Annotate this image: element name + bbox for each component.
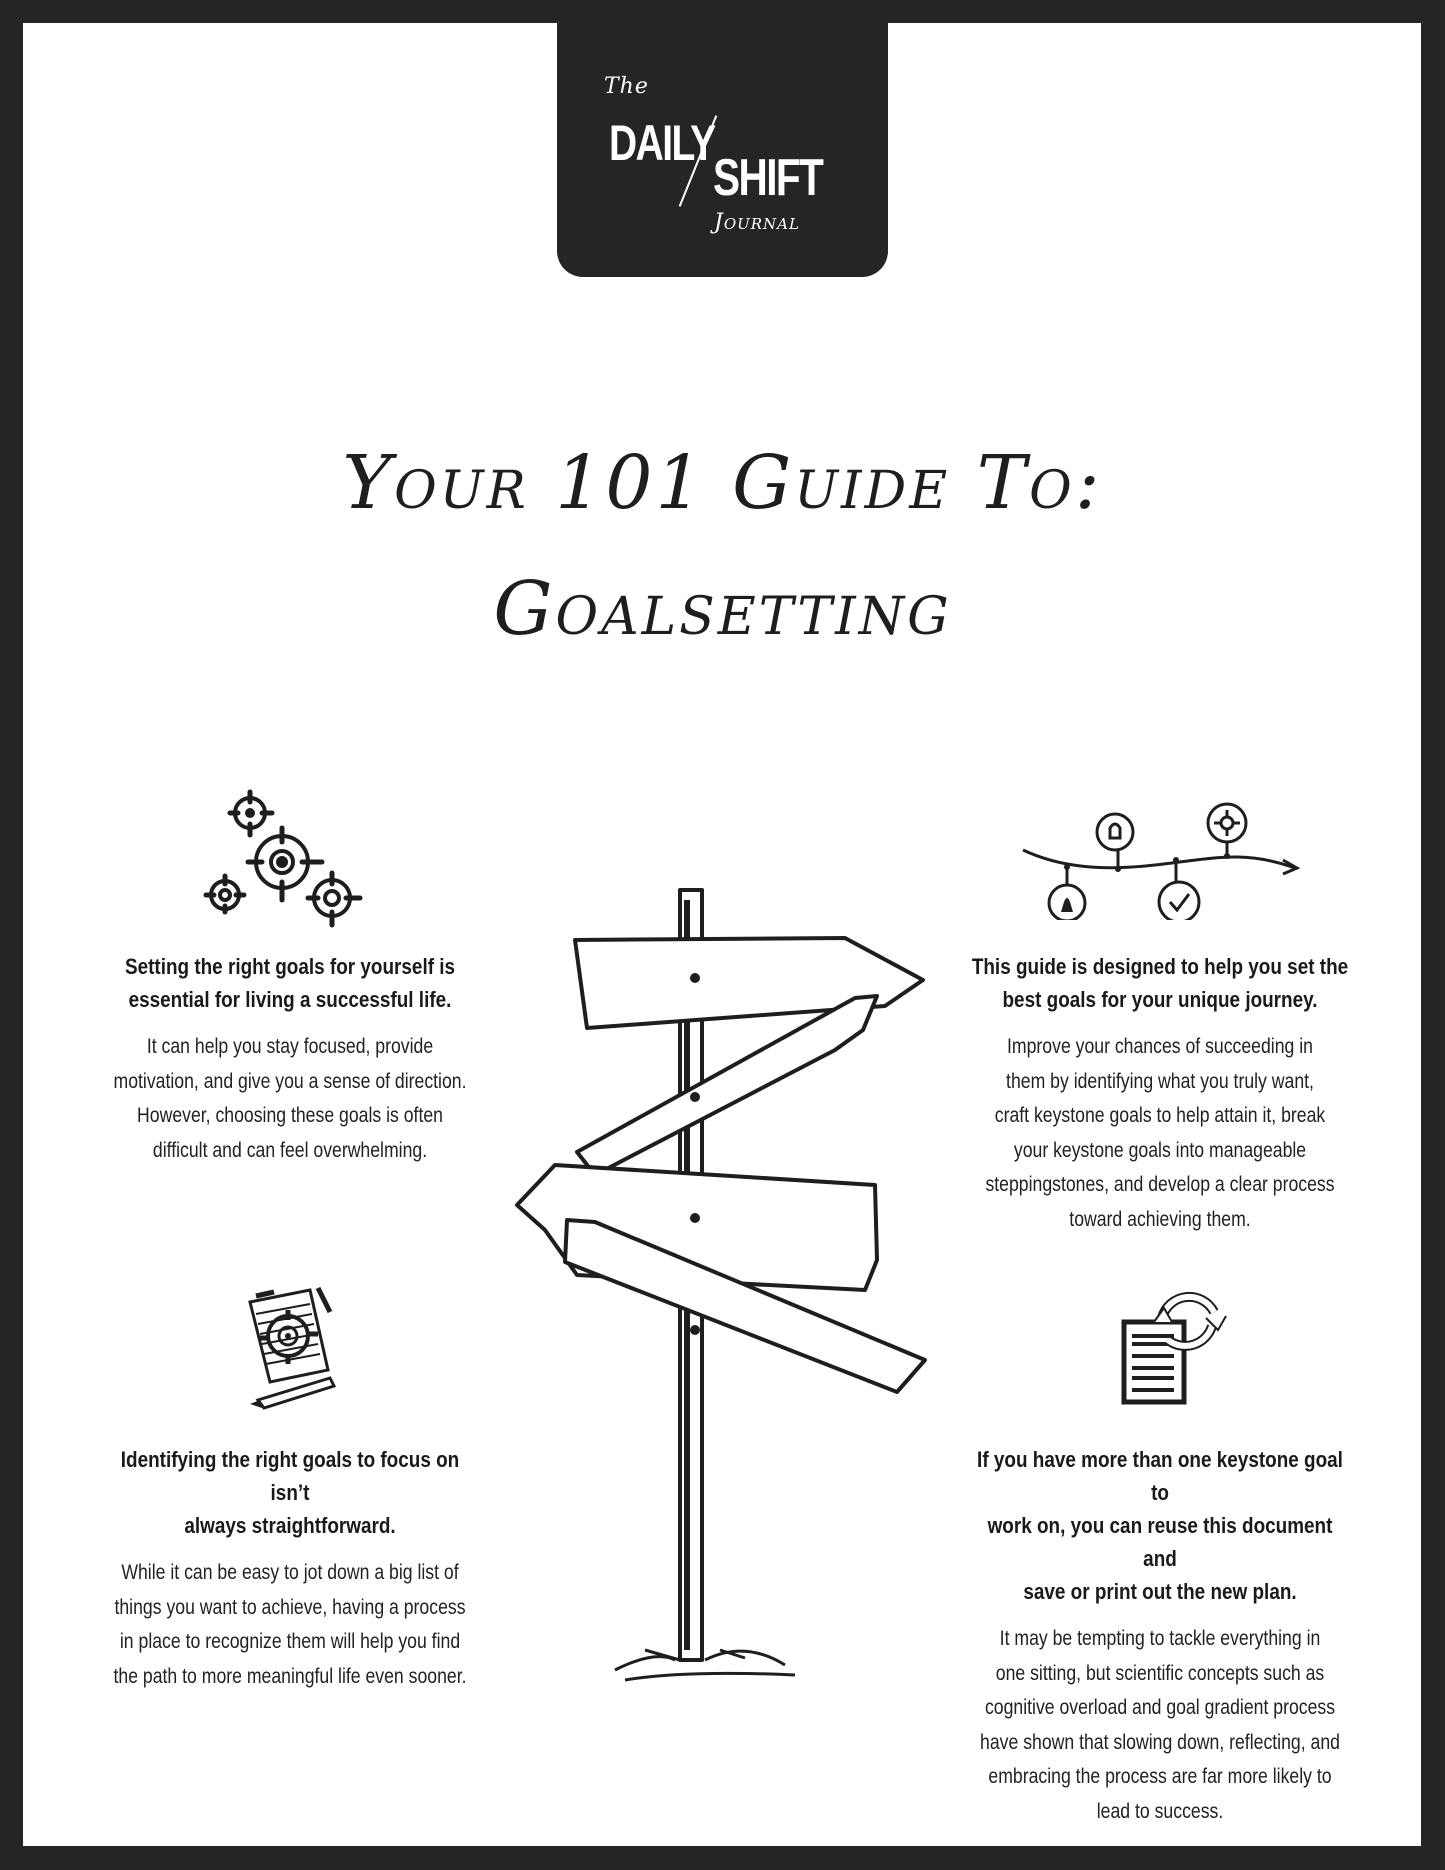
timeline-milestones-icon	[1015, 790, 1305, 920]
section-body: Improve your chances of succeeding in them by identifying what you truly want, craft keystone goals to help attain it, break your keystone goals into manageable steppingstones, and develop a clear process toward achieving them.	[985, 1035, 1335, 1231]
signpost-illustration	[505, 880, 935, 1690]
section-guide-purpose	[940, 950, 1380, 1237]
brand-the: The	[604, 74, 649, 99]
section-heading: This guide is designed to help you set the best goals for your unique journey.	[971, 954, 1349, 1012]
targets-cluster-icon	[200, 780, 370, 930]
section-heading: Setting the right goals for yourself is essential for living a successful life.	[124, 954, 456, 1012]
section-body: It may be tempting to tackle everything in one sitting, but scientific concepts such as cognitive overload and goal gradient process have shown that slowing down, reflecting, and embracing the process are far more likely to lead to success.	[980, 1627, 1340, 1823]
page-title-line1: Your 101 Guide To:	[342, 440, 1103, 526]
section-body: It can help you stay focused, provide motivation, and give you a sense of direction. However, choosing these goals is often difficult and can feel overwhelming.	[113, 1035, 467, 1162]
page-title-line2: Goalsetting	[493, 566, 952, 652]
section-heading: Identifying the right goals to focus on isn’t always straightforward.	[120, 1447, 460, 1538]
target-paper-pen-icon	[230, 1282, 350, 1412]
brand-journal: Journal	[714, 210, 800, 235]
brand-daily: DAILY	[609, 115, 715, 171]
section-body: While it can be easy to jot down a big list of things you want to achieve, having a process in place to recognize them will help you find the path to more meaningful life even sooner.	[113, 1561, 467, 1688]
section-why-goals	[70, 950, 510, 1168]
section-reuse-document	[940, 1443, 1380, 1829]
brand-shift: SHIFT	[713, 149, 823, 207]
section-heading: If you have more than one keystone goal to work on, you can reuse this document and save or print out the new plan.	[977, 1447, 1343, 1604]
brand-logo-tab	[557, 0, 888, 277]
document-refresh-icon	[1118, 1282, 1228, 1412]
section-identifying-goals	[70, 1443, 510, 1694]
